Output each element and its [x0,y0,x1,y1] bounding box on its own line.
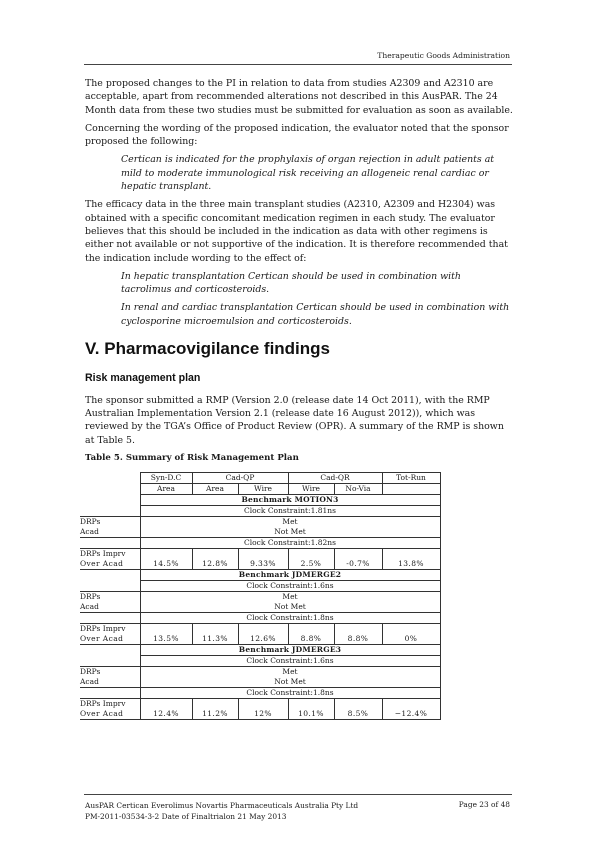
improvement-value: 8.8% [334,634,382,645]
acad-status: Not Met [140,677,440,688]
clock-constraint: Clock Constraint:1.81ns [140,506,440,517]
row-label [80,688,140,699]
improvement-value: 8.8% [288,634,334,645]
row-label [80,656,140,667]
page-number: Page 23 of 48 [458,800,510,809]
column-subheader: No-Via [334,484,382,495]
improvement-value: 12.4% [140,709,192,720]
footer-rule [84,794,512,795]
column-subheader: Wire [238,484,288,495]
paragraph: The proposed changes to the PI in relation to data from studies A2309 and A2310 are acceptable, apart from recommended alterations not described in this AusPAR. The 24 Month data from these two studies must be submitted for evaluation as soon as available. [85,78,513,116]
row-label: Over Acad [80,559,140,570]
rmp-summary-table [80,472,441,720]
header-rule [84,64,512,65]
table-subheader-row [80,484,440,495]
column-header: Syn-D.C [140,473,192,484]
page-body [80,77,513,720]
paragraph: Concerning the wording of the proposed indication, the evaluator noted that the sponsor proposed the following: [85,122,509,148]
drps-status: Met [140,517,440,528]
drps-row [80,517,440,528]
table-caption: Table 5. Summary of Risk Management Plan [85,452,299,463]
improvement-values-row [80,634,440,645]
clock-constraint: Clock Constraint:1.8ns [140,613,440,624]
acad-status: Not Met [140,602,440,613]
spacer-cell [382,624,440,635]
improvement-label-row [80,699,440,710]
spacer-cell [334,699,382,710]
drps-row [80,667,440,678]
table-body [80,495,440,720]
improvement-value: 13.8% [382,559,440,570]
column-header: Cad-QP [192,473,288,484]
improvement-value: 11.2% [192,709,238,720]
subsection-title: Risk management plan [85,372,201,385]
acad-status: Not Met [140,527,440,538]
improvement-value: 0% [382,634,440,645]
benchmark-row [80,570,440,581]
row-label [80,581,140,592]
drps-status: Met [140,592,440,603]
benchmark-name: Benchmark JDMERGE3 [140,645,440,656]
benchmark-row [80,495,440,506]
clock-row [80,656,440,667]
clock-row [80,538,440,549]
row-label [80,506,140,517]
row-label: Acad [80,527,99,537]
drps-status: Met [140,667,440,678]
improvement-value: −12.4% [382,709,440,720]
column-subheader: Area [192,484,238,495]
improvement-value: 12.8% [192,559,238,570]
drps-row [80,592,440,603]
improvement-value: 9.33% [238,559,288,570]
acad-row [80,527,440,538]
row-label: Acad [80,602,99,612]
clock-constraint: Clock Constraint:1.82ns [140,538,440,549]
column-subheader: Area [140,484,192,495]
section-title: V. Pharmacovigilance findings [85,339,331,359]
quoted-recommendation: In hepatic transplantation Certican should be used in combination with tacrolimus and corticosteroids. [121,270,461,296]
spacer-cell [382,549,440,560]
row-label: DRPs [80,517,140,528]
quoted-recommendation: In renal and cardiac transplantation Certican should be used in combination with cyclosporine microemulsion and corticosteroids. [121,302,510,327]
footer-left [85,800,358,822]
improvement-values-row [80,559,440,570]
improvement-value: 2.5% [288,559,334,570]
spacer-cell [382,699,440,710]
spacer-cell [334,624,382,635]
row-label: DRPs [80,592,140,603]
spacer-cell [140,699,192,710]
quoted-indication: Certican is indicated for the prophylaxis of organ rejection in adult patients at mild to moderate immunological risk receiving an allogeneic renal cardiac or hepatic transplant. [121,154,495,193]
improvement-label-row [80,549,440,560]
spacer-cell [238,549,288,560]
clock-row [80,581,440,592]
clock-row [80,613,440,624]
row-label [80,495,140,506]
spacer-cell [140,549,192,560]
spacer-cell [192,699,238,710]
clock-constraint: Clock Constraint:1.6ns [140,656,440,667]
clock-constraint: Clock Constraint:1.8ns [140,688,440,699]
row-label: DRPs Imprv [80,624,140,635]
improvement-value: 8.5% [334,709,382,720]
clock-constraint: Clock Constraint:1.6ns [140,581,440,592]
spacer-cell [192,624,238,635]
clock-row [80,688,440,699]
improvement-value: -0.7% [334,559,382,570]
row-label [80,538,140,549]
improvement-value: 10.1% [288,709,334,720]
benchmark-row [80,645,440,656]
row-label: Over Acad [80,634,140,645]
spacer-cell [334,549,382,560]
footer-reference: PM-2011-03534-3-2 Date of Finaltrialon 21 May 2013 [85,812,287,821]
improvement-value: 14.5% [140,559,192,570]
improvement-value: 11.3% [192,634,238,645]
row-label: Over Acad [80,709,140,720]
row-label: DRPs [80,667,140,678]
row-label: DRPs Imprv [80,699,140,710]
row-label [80,613,140,624]
column-header: Cad-QR [288,473,382,484]
row-label: DRPs Imprv [80,549,140,560]
row-label: Acad [80,677,99,687]
column-subheader: Wire [288,484,334,495]
improvement-value: 13.5% [140,634,192,645]
spacer-cell [288,699,334,710]
spacer-cell [288,549,334,560]
improvement-values-row [80,709,440,720]
spacer-cell [238,699,288,710]
spacer-cell [192,549,238,560]
row-label [80,645,140,656]
benchmark-name: Benchmark JDMERGE2 [140,570,440,581]
acad-row [80,602,440,613]
paragraph: The sponsor submitted a RMP (Version 2.0 (release date 14 Oct 2011), with the RMP Australian Implementation Version 2.1 (release date 16 August 2012)), which was reviewed by the TGA’s Office of Product Review (OPR). A summary of the RMP is shown at Table 5. [85,394,504,446]
paragraph: The efficacy data in the three main transplant studies (A2310, A2309 and H2304) was obtained with a specific concomitant medication regimen in each study. The evaluator believes that this should be included in the indication as data with other regimens is either not available or not supportive of the indication. It is therefore recommended that the indication include wording to the effect of: [85,199,508,264]
acad-row [80,677,440,688]
improvement-value: 12.6% [238,634,288,645]
column-header: Tot-Run [382,473,440,484]
spacer-cell [238,624,288,635]
clock-row [80,506,440,517]
footer-product: AusPAR Certican Everolimus Novartis Pharmaceuticals Australia Pty Ltd [85,801,359,810]
improvement-label-row [80,624,440,635]
benchmark-name: Benchmark MOTION3 [140,495,440,506]
row-label [80,570,140,581]
improvement-value: 12% [238,709,288,720]
spacer-cell [288,624,334,635]
spacer-cell [140,624,192,635]
running-header: Therapeutic Goods Administration [377,51,510,60]
table-header-row [80,473,440,484]
